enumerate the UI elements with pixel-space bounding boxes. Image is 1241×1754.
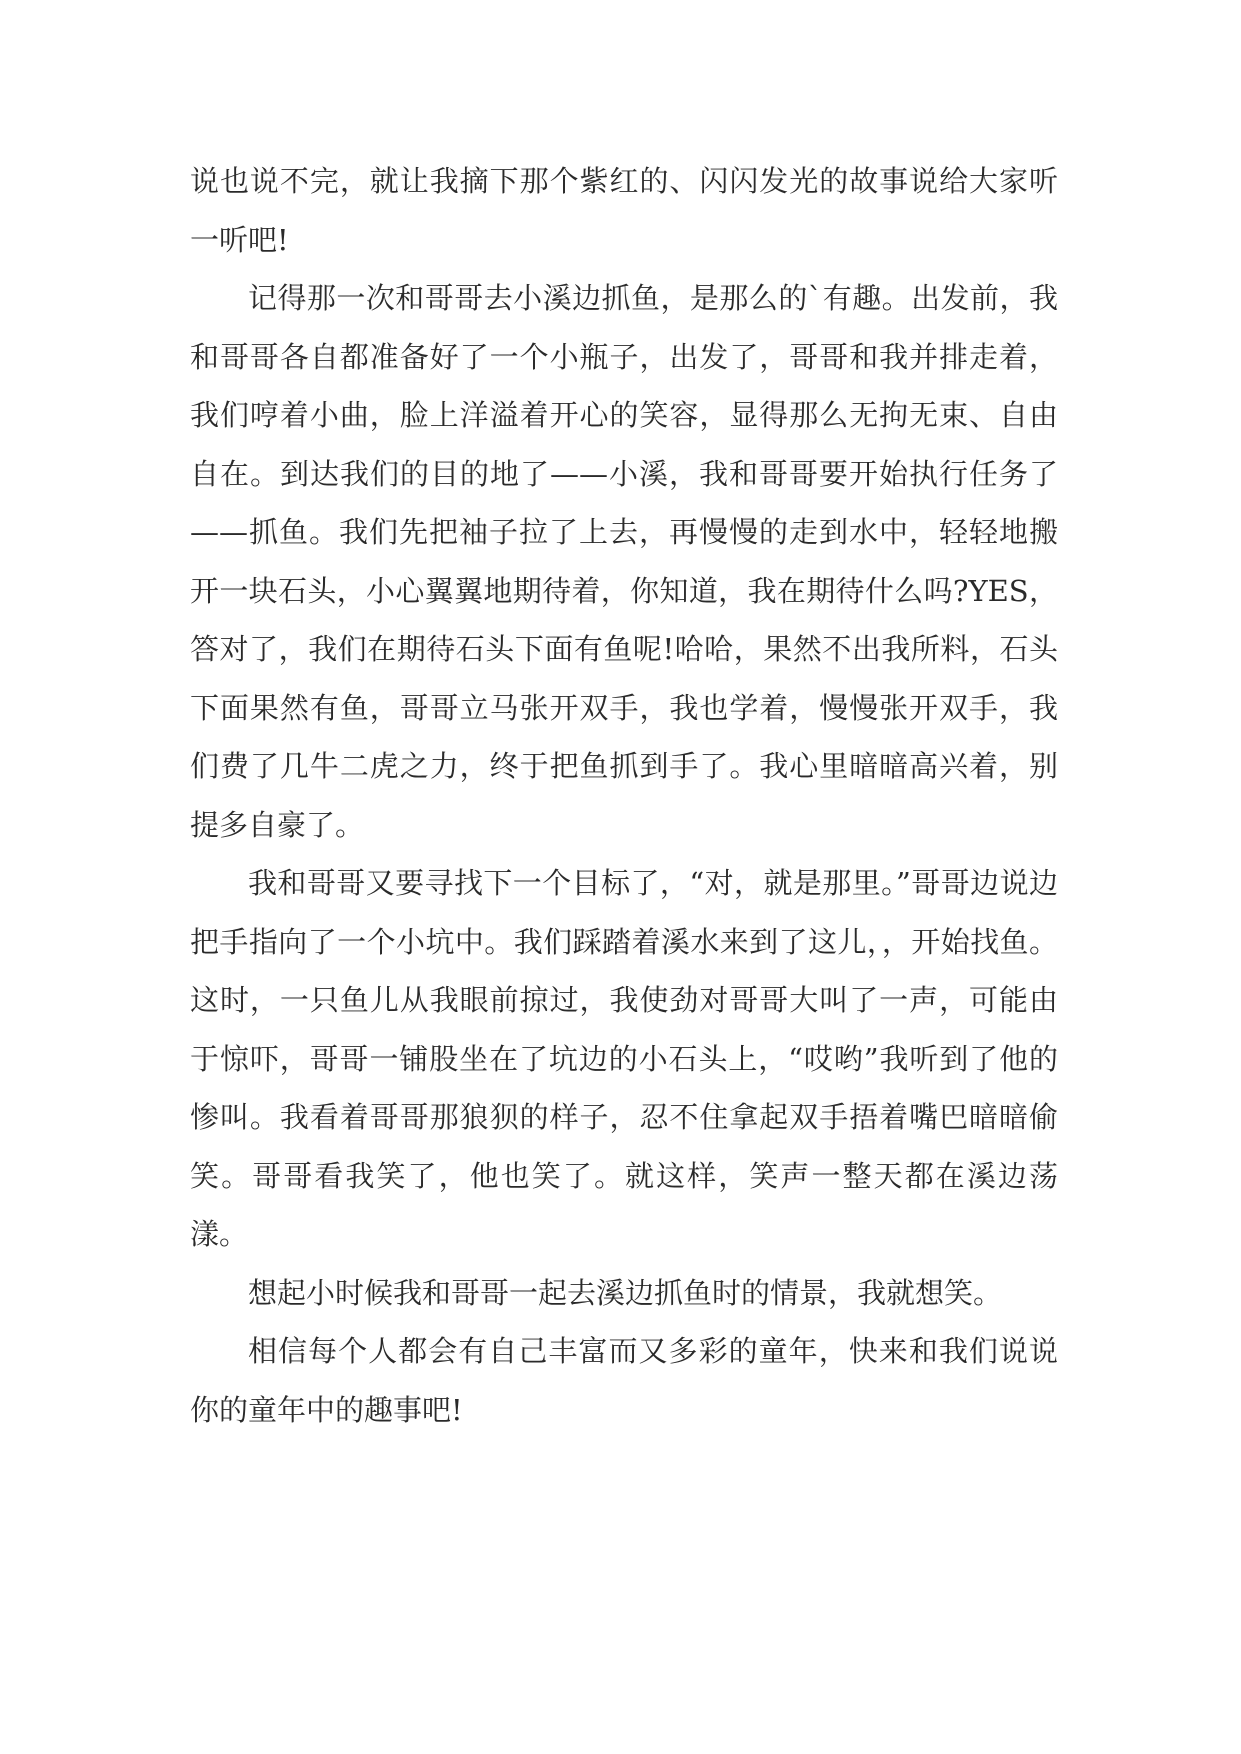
paragraph-1: 说也说不完，就让我摘下那个紫红的、闪闪发光的故事说给大家听一听吧! bbox=[190, 164, 1058, 257]
paragraph-4: 想起小时候我和哥哥一起去溪边抓鱼时的情景，我就想笑。 bbox=[248, 1275, 1003, 1310]
paragraph-3: 我和哥哥又要寻找下一个目标了，“对，就是那里。”哥哥边说边把手指向了一个小坑中。我们踩踏着溪水来到了这儿，，开始找鱼。这时，一只鱼儿从我眼前掠过，我使劲对哥哥大叫了一声，可能由于惊吓，哥哥一铺股坐在了坑边的小石头上，“哎哟”我听到了他的惨叫。我看着哥哥那狼狈的样子，忍不住拿起双手捂着嘴巴暗暗偷笑。哥哥看我笑了，他也笑了。就这样，笑声一整天都在溪边荡漾。 bbox=[190, 866, 1058, 1251]
paragraph-5: 相信每个人都会有自己丰富而又多彩的童年，快来和我们说说你的童年中的趣事吧! bbox=[190, 1334, 1058, 1427]
document-body bbox=[190, 152, 1058, 1439]
paragraph-2: 记得那一次和哥哥去小溪边抓鱼，是那么的`有趣。出发前，我和哥哥各自都准备好了一个小瓶子，出发了，哥哥和我并排走着，我们哼着小曲，脸上洋溢着开心的笑容，显得那么无拘无束、自由自在。到达我们的目的地了——小溪，我和哥哥要开始执行任务了——抓鱼。我们先把袖子拉了上去，再慢慢的走到水中，轻轻地搬开一块石头，小心翼翼地期待着，你知道，我在期待什么吗?YES，答对了，我们在期待石头下面有鱼呢!哈哈，果然不出我所料，石头下面果然有鱼，哥哥立马张开双手，我也学着，慢慢张开双手，我们费了几牛二虎之力，终于把鱼抓到手了。我心里暗暗高兴着，别提多自豪了。 bbox=[190, 281, 1058, 842]
